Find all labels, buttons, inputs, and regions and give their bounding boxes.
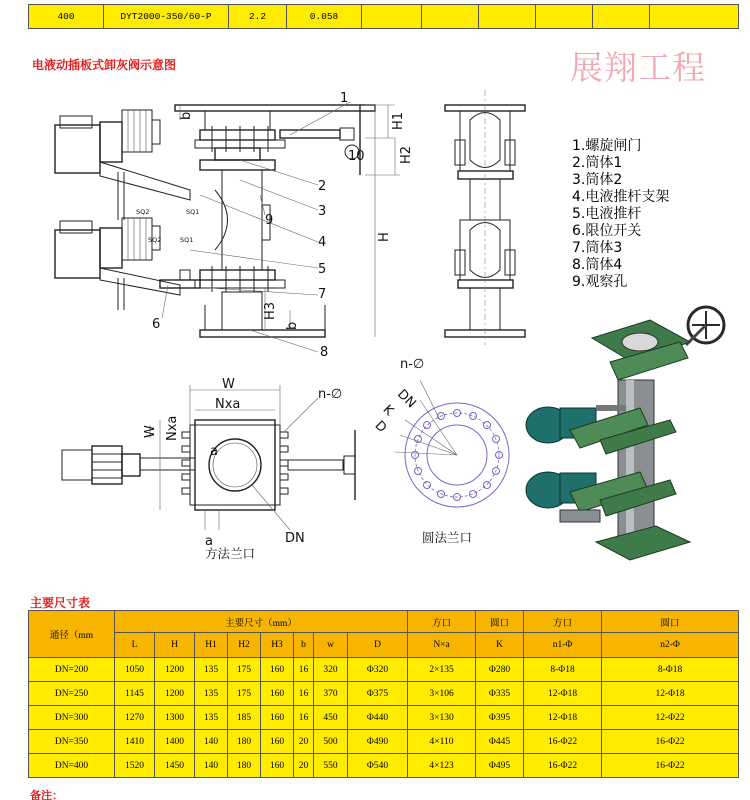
legend-item-2: 2.筒体1 (572, 155, 623, 171)
header-square: 方口 (408, 611, 476, 633)
table-cell: Φ335 (476, 682, 524, 706)
legend-item-5: 5.电液推杆 (572, 206, 642, 222)
table-cell: 320 (314, 658, 348, 682)
note-label: 备注： (30, 789, 63, 800)
table-cell: 160 (261, 658, 294, 682)
table-cell: 20 (294, 730, 314, 754)
table-cell: 135 (195, 658, 228, 682)
row-diameter-cell: DN=200 (29, 658, 115, 682)
label-sq1-bottom: SQ1 (180, 236, 194, 244)
table-cell: 3×130 (408, 706, 476, 730)
legend-item-6: 6.限位开关 (572, 223, 642, 239)
table-row (29, 706, 739, 730)
table-cell: Φ395 (476, 706, 524, 730)
subheader-cell: H3 (261, 633, 294, 658)
header-square-holes: 方口 (524, 611, 602, 633)
table-cell: Φ445 (476, 730, 524, 754)
dim-d: D (371, 418, 390, 436)
dim-a-inner: a (210, 444, 218, 459)
table-cell: 160 (261, 754, 294, 778)
table-cell: 1145 (115, 682, 155, 706)
dim-w-vertical: W (143, 425, 158, 438)
table-cell: 175 (228, 682, 261, 706)
table-cell: 2×135 (408, 658, 476, 682)
table-cell: 140 (195, 730, 228, 754)
table-row (29, 658, 739, 682)
dim-b-top: b (179, 111, 194, 120)
subheader-cell: b (294, 633, 314, 658)
top-cell: 0.058 (287, 5, 362, 29)
table-cell: Φ280 (476, 658, 524, 682)
table-cell: 160 (261, 706, 294, 730)
table-cell: 8-Φ18 (524, 658, 602, 682)
subheader-cell: n2-Φ (602, 633, 739, 658)
top-cell (650, 5, 739, 29)
top-cell (362, 5, 422, 29)
table-cell: 1400 (155, 730, 195, 754)
dim-h1: H1 (391, 111, 406, 130)
table-cell: 16 (294, 658, 314, 682)
subheader-cell: D (348, 633, 408, 658)
subheader-cell: K (476, 633, 524, 658)
table-cell: 185 (228, 706, 261, 730)
table-cell: 20 (294, 754, 314, 778)
callout-4: 4 (318, 235, 327, 250)
table-cell: 550 (314, 754, 348, 778)
callout-3: 3 (318, 204, 327, 219)
top-cell: 400 (29, 5, 104, 29)
valve-3d-render (526, 307, 724, 560)
callout-6: 6 (152, 317, 161, 332)
dim-b-bottom: b (285, 321, 300, 330)
subheader-cell: w (314, 633, 348, 658)
label-sq2-bottom: SQ2 (148, 236, 162, 244)
subheader-cell: n1-Φ (524, 633, 602, 658)
dim-a-bottom: a (205, 534, 213, 549)
table-cell: 1270 (115, 706, 155, 730)
top-cell: DYT2000-350/60-P (104, 5, 229, 29)
table-cell: 450 (314, 706, 348, 730)
row-diameter-cell: DN=400 (29, 754, 115, 778)
top-cell (593, 5, 650, 29)
dim-nxa-vertical: Nxa (165, 415, 180, 441)
caption-square-flange: 方法兰口 (205, 546, 256, 561)
table-row (29, 730, 739, 754)
legend-item-7: 7.筒体3 (572, 240, 623, 256)
header-round-holes: 圆口 (602, 611, 739, 633)
callout-2: 2 (318, 179, 327, 194)
header-main-dimensions: 主要尺寸（mm） (115, 611, 408, 633)
callout-7: 7 (318, 287, 327, 302)
top-cell (536, 5, 593, 29)
table-cell: 3×106 (408, 682, 476, 706)
callout-10: 10 (348, 149, 365, 164)
table-cell: Φ320 (348, 658, 408, 682)
table-cell: 12-Φ18 (602, 682, 739, 706)
table-cell: 180 (228, 754, 261, 778)
table-row (29, 682, 739, 706)
dim-k: K (379, 402, 397, 419)
table-cell: 175 (228, 658, 261, 682)
label-sq2-top: SQ2 (136, 208, 150, 216)
dim-dn-square: DN (285, 531, 305, 546)
table-cell: 16 (294, 706, 314, 730)
table-cell: 135 (195, 706, 228, 730)
top-cell (479, 5, 536, 29)
legend-item-8: 8.筒体4 (572, 257, 623, 273)
table-cell: 4×110 (408, 730, 476, 754)
drawing-area (0, 80, 750, 580)
legend-item-4: 4.电液推杆支架 (572, 189, 670, 205)
dim-dn-round: DN (394, 386, 419, 412)
parts-legend (572, 137, 669, 290)
dimensions-title: 主要尺寸表 (30, 596, 91, 610)
section-title: 电液动插板式卸灰阀示意图 (32, 58, 177, 72)
dimensions-body (29, 658, 739, 778)
legend-item-3: 3.筒体2 (572, 172, 623, 188)
top-strip-row (29, 5, 739, 29)
table-cell: 370 (314, 682, 348, 706)
dim-h2: H2 (399, 145, 414, 164)
top-cell (422, 5, 479, 29)
table-cell: 160 (261, 682, 294, 706)
callout-9: 9 (265, 213, 274, 228)
callout-1: 1 (340, 91, 349, 106)
table-cell: 16-Φ22 (602, 754, 739, 778)
dim-n-phi-square: n-∅ (318, 387, 343, 402)
brand-watermark: 展翔工程 (570, 48, 706, 87)
subheader-cell: H (155, 633, 195, 658)
dimensions-subheader-row (29, 633, 739, 658)
table-row (29, 754, 739, 778)
table-cell: 500 (314, 730, 348, 754)
table-cell: 8-Φ18 (602, 658, 739, 682)
callout-5: 5 (318, 262, 327, 277)
table-cell: 1410 (115, 730, 155, 754)
dim-h: H (377, 232, 392, 242)
callout-8: 8 (320, 345, 329, 360)
table-cell: Φ540 (348, 754, 408, 778)
table-cell: 140 (195, 754, 228, 778)
dim-h3: H3 (263, 301, 278, 320)
round-flange-view (372, 357, 509, 545)
dimensions-table (28, 610, 739, 778)
legend-item-9: 9.观察孔 (572, 274, 628, 290)
dim-w: W (222, 377, 235, 392)
table-cell: Φ490 (348, 730, 408, 754)
subheader-cell: L (115, 633, 155, 658)
table-cell: 1050 (115, 658, 155, 682)
label-sq1-top: SQ1 (186, 208, 200, 216)
table-cell: Φ440 (348, 706, 408, 730)
table-cell: 16-Φ22 (602, 730, 739, 754)
caption-round-flange: 圆法兰口 (422, 530, 473, 545)
table-cell: 12-Φ18 (524, 706, 602, 730)
table-cell: 1450 (155, 754, 195, 778)
top-strip-table (28, 4, 739, 29)
table-cell: 1520 (115, 754, 155, 778)
table-cell: 12-Φ18 (524, 682, 602, 706)
side-view (445, 90, 525, 345)
top-cell: 2.2 (229, 5, 287, 29)
table-cell: 12-Φ22 (602, 706, 739, 730)
table-cell: 1200 (155, 658, 195, 682)
legend-item-1: 1.螺旋闸门 (572, 138, 642, 154)
header-diameter: 通径（mm (29, 611, 115, 658)
row-diameter-cell: DN=300 (29, 706, 115, 730)
subheader-cell: N×a (408, 633, 476, 658)
table-cell: 1200 (155, 682, 195, 706)
row-diameter-cell: DN=350 (29, 730, 115, 754)
table-cell: 1300 (155, 706, 195, 730)
table-cell: 160 (261, 730, 294, 754)
table-cell: Φ375 (348, 682, 408, 706)
table-cell: Φ495 (476, 754, 524, 778)
table-cell: 16 (294, 682, 314, 706)
table-cell: 16-Φ22 (524, 754, 602, 778)
table-cell: 4×123 (408, 754, 476, 778)
table-cell: 16-Φ22 (524, 730, 602, 754)
dim-n-phi-round: n-∅ (400, 357, 425, 372)
front-view (55, 91, 414, 360)
dim-nxa: Nxa (215, 397, 241, 412)
subheader-cell: H2 (228, 633, 261, 658)
row-diameter-cell: DN=250 (29, 682, 115, 706)
table-cell: 135 (195, 682, 228, 706)
square-flange-view (62, 377, 355, 561)
table-cell: 180 (228, 730, 261, 754)
header-round: 圆口 (476, 611, 524, 633)
subheader-cell: H1 (195, 633, 228, 658)
schematic-svg (0, 80, 750, 580)
dimensions-header-row (29, 611, 739, 633)
